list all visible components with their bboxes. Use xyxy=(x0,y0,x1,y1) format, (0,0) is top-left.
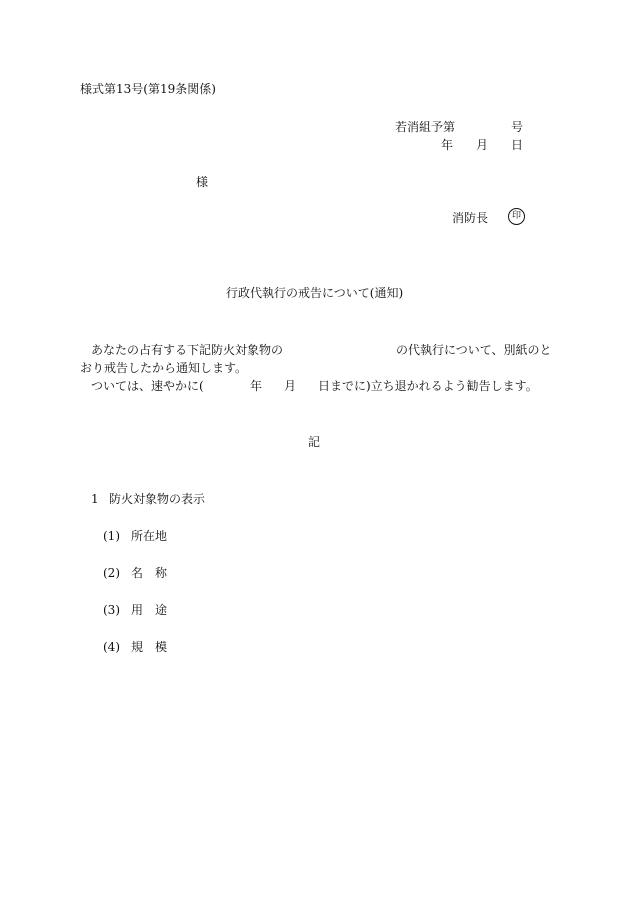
item-num-4: (4) xyxy=(103,640,120,654)
body-line1-a: あなたの占有する下記防火対象物の xyxy=(91,343,284,357)
date-month: 月 xyxy=(476,138,489,152)
item-label-4: 規 模 xyxy=(131,640,168,654)
body-line3-month: 月 xyxy=(284,379,297,393)
body-line3-a: ついては、速やかに( xyxy=(91,379,204,393)
item-num-1: (1) xyxy=(103,529,120,543)
date-year: 年 xyxy=(441,138,454,152)
body-line1-b: の代執行について、別紙のと xyxy=(396,343,552,357)
document-title: 行政代執行の戒告について(通知) xyxy=(226,286,404,300)
section-number: 1 xyxy=(91,492,99,506)
item-num-3: (3) xyxy=(103,603,120,617)
addressee-suffix: 様 xyxy=(196,175,209,189)
date-day: 日 xyxy=(511,138,524,152)
form-header: 様式第13号(第19条関係) xyxy=(80,82,216,96)
ki-heading: 記 xyxy=(308,435,321,449)
doc-number-suffix: 号 xyxy=(511,120,524,134)
item-label-2: 名 称 xyxy=(131,566,168,580)
section-label: 防火対象物の表示 xyxy=(109,492,206,506)
item-label-1: 所在地 xyxy=(131,529,168,543)
sender: 消防長 xyxy=(452,211,489,225)
doc-number-prefix: 若消組予第 xyxy=(395,120,456,134)
body-line3-b: 日までに)立ち退かれるよう勧告します。 xyxy=(318,379,538,393)
body-line3-year: 年 xyxy=(250,379,263,393)
seal-mark: 印 xyxy=(508,208,525,225)
body-line2: おり戒告したから通知します。 xyxy=(80,361,248,375)
item-num-2: (2) xyxy=(103,566,120,580)
item-label-3: 用 途 xyxy=(131,603,168,617)
